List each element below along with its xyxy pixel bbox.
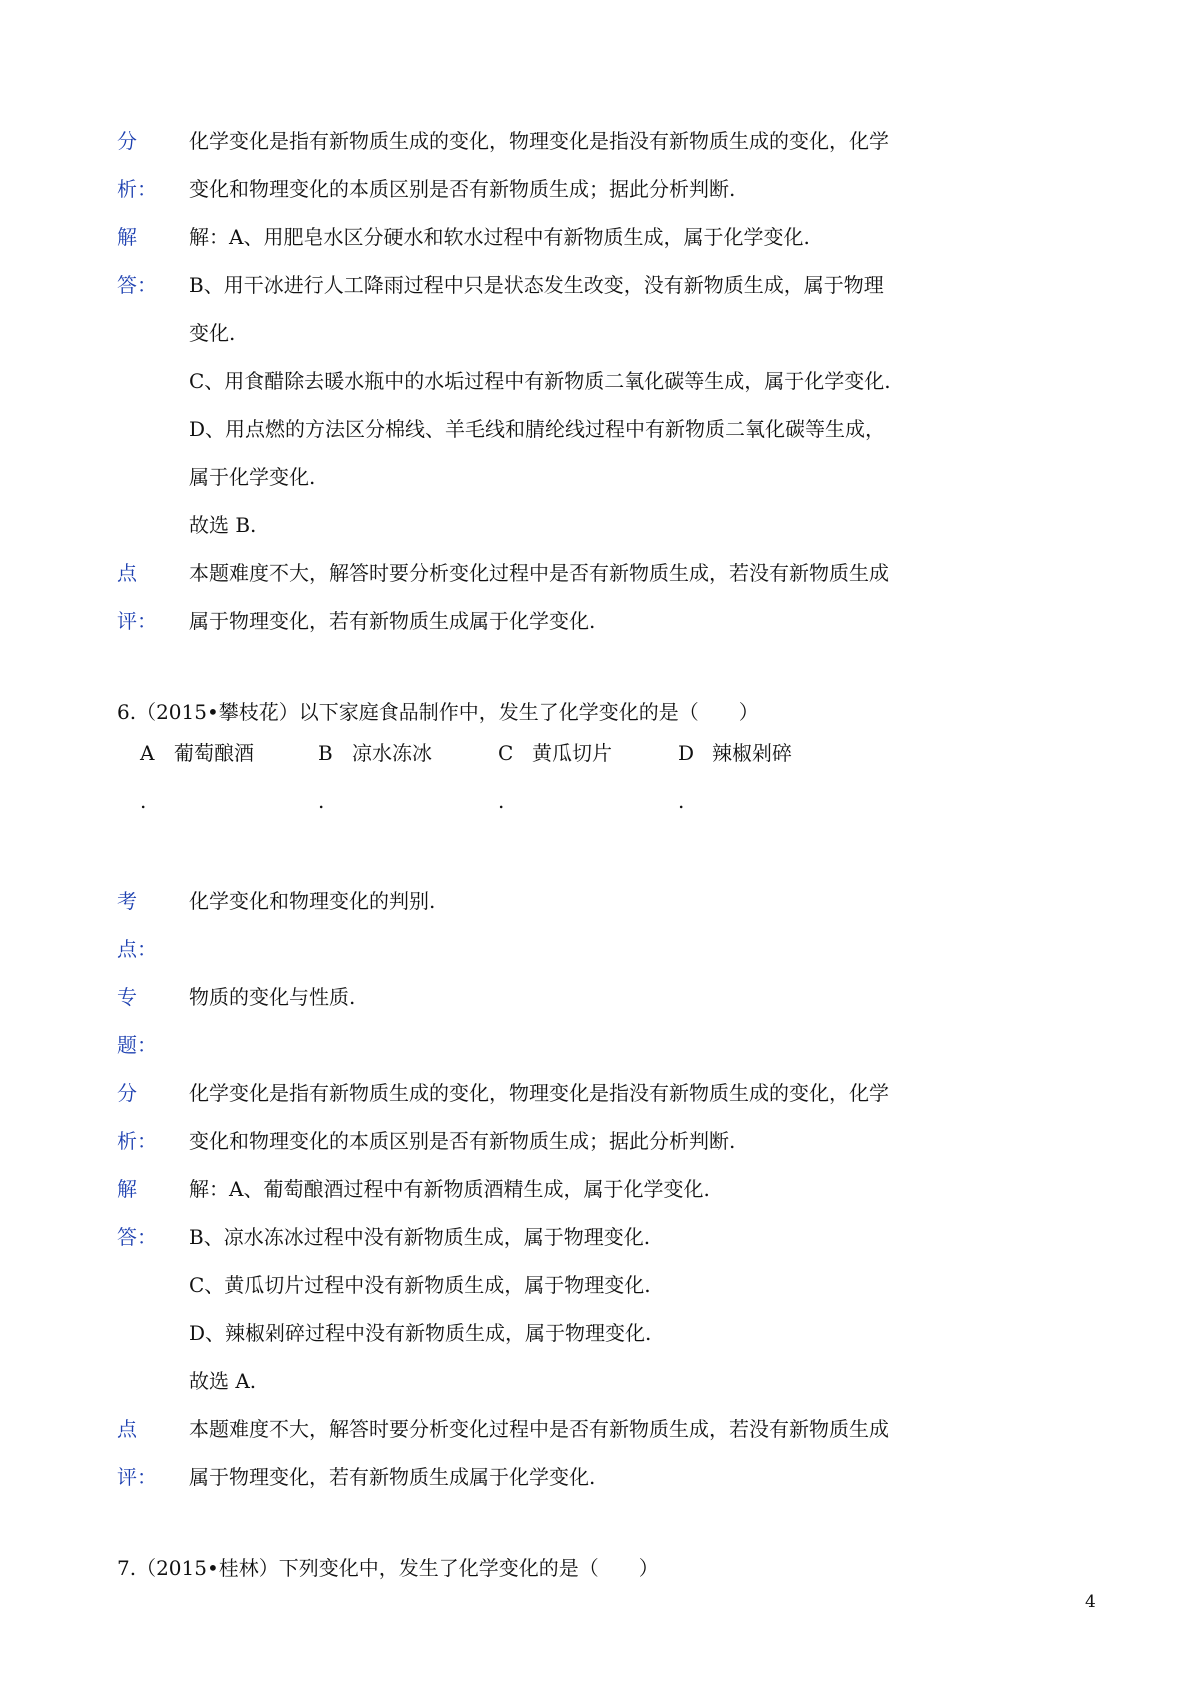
label-ti: 题： [117,1032,157,1057]
option-dot: . [678,789,685,813]
option-dot: . [318,789,325,813]
answer-line: 故选 A. [189,1368,257,1393]
answer-row [117,1355,957,1403]
kaodian-row [117,923,957,971]
option-b [318,737,432,813]
analysis-line: 化学变化是指有新物质生成的变化，物理变化是指没有新物质生成的变化，化学 [189,128,889,153]
answer-row [117,499,957,547]
kaodian-text: 化学变化和物理变化的判别. [189,888,436,913]
answer-row [117,403,957,451]
comment-row [117,1403,957,1451]
label-dian: 点 [117,1416,137,1441]
comment-row [117,595,957,643]
zhuanti-row [117,971,957,1019]
label-xi: 析： [117,176,157,201]
question-7: 7.（2015•桂林）下列变化中，发生了化学变化的是（ ） [117,1556,659,1580]
answer-line: C、黄瓜切片过程中没有新物质生成，属于物理变化. [189,1272,651,1297]
label-ping: 评： [117,1464,157,1489]
analysis-row [117,115,957,163]
option-letter: C [498,741,514,765]
answer-row [117,355,957,403]
label-zhuan: 专 [117,984,137,1009]
answer-line: 属于化学变化. [189,464,316,489]
option-d [678,737,792,813]
analysis-line: 变化和物理变化的本质区别是否有新物质生成；据此分析判断. [189,176,736,201]
label-dian2: 点： [117,936,157,961]
answer-row [117,1259,957,1307]
option-letter: B [318,741,333,765]
option-c [498,737,612,813]
answer-line: B、用干冰进行人工降雨过程中只是状态发生改变，没有新物质生成，属于物理 [189,272,884,297]
label-da: 答： [117,1224,157,1249]
solution-section-q6 [117,875,957,1499]
answer-line: B、凉水冻冰过程中没有新物质生成，属于物理变化. [189,1224,651,1249]
answer-line: D、用点燃的方法区分棉线、羊毛线和腈纶线过程中有新物质二氧化碳等生成， [189,416,886,441]
answer-line: 变化. [189,320,236,345]
answer-line: C、用食醋除去暖水瓶中的水垢过程中有新物质二氧化碳等生成，属于化学变化. [189,368,891,393]
page-number: 4 [1085,1592,1096,1612]
answer-line: 解：A、葡萄酿酒过程中有新物质酒精生成，属于化学变化. [189,1176,710,1201]
label-ping: 评： [117,608,157,633]
analysis-line: 化学变化是指有新物质生成的变化，物理变化是指没有新物质生成的变化，化学 [189,1080,889,1105]
option-text: 凉水冻冰 [352,741,432,765]
kaodian-row [117,875,957,923]
label-dian: 点 [117,560,137,585]
label-fen: 分 [117,1080,137,1105]
answer-row [117,1307,957,1355]
analysis-row [117,1115,957,1163]
answer-row [117,1211,957,1259]
comment-row [117,547,957,595]
solution-section-prev [117,115,957,643]
option-dot: . [140,789,147,813]
answer-line: 故选 B. [189,512,257,537]
comment-line: 本题难度不大，解答时要分析变化过程中是否有新物质生成，若没有新物质生成 [189,560,889,585]
option-text: 辣椒剁碎 [712,741,792,765]
answer-row [117,259,957,307]
comment-row [117,1451,957,1499]
option-dot: . [498,789,505,813]
question-6: 6.（2015•攀枝花）以下家庭食品制作中，发生了化学变化的是（ ） [117,700,759,724]
label-kao: 考 [117,888,137,913]
answer-line: 解：A、用肥皂水区分硬水和软水过程中有新物质生成，属于化学变化. [189,224,810,249]
option-letter: D [678,741,695,765]
label-jie: 解 [117,224,137,249]
answer-row [117,451,957,499]
answer-line: D、辣椒剁碎过程中没有新物质生成，属于物理变化. [189,1320,652,1345]
label-fen: 分 [117,128,137,153]
label-jie: 解 [117,1176,137,1201]
comment-line: 属于物理变化，若有新物质生成属于化学变化. [189,1464,596,1489]
answer-row [117,1163,957,1211]
label-xi: 析： [117,1128,157,1153]
analysis-row [117,163,957,211]
label-da: 答： [117,272,157,297]
option-a [140,737,254,813]
analysis-line: 变化和物理变化的本质区别是否有新物质生成；据此分析判断. [189,1128,736,1153]
option-text: 葡萄酿酒 [174,741,254,765]
option-text: 黄瓜切片 [532,741,612,765]
analysis-row [117,1067,957,1115]
answer-row [117,211,957,259]
comment-line: 属于物理变化，若有新物质生成属于化学变化. [189,608,596,633]
answer-row [117,307,957,355]
comment-line: 本题难度不大，解答时要分析变化过程中是否有新物质生成，若没有新物质生成 [189,1416,889,1441]
option-letter: A [140,741,155,765]
zhuanti-row [117,1019,957,1067]
zhuanti-text: 物质的变化与性质. [189,984,356,1009]
